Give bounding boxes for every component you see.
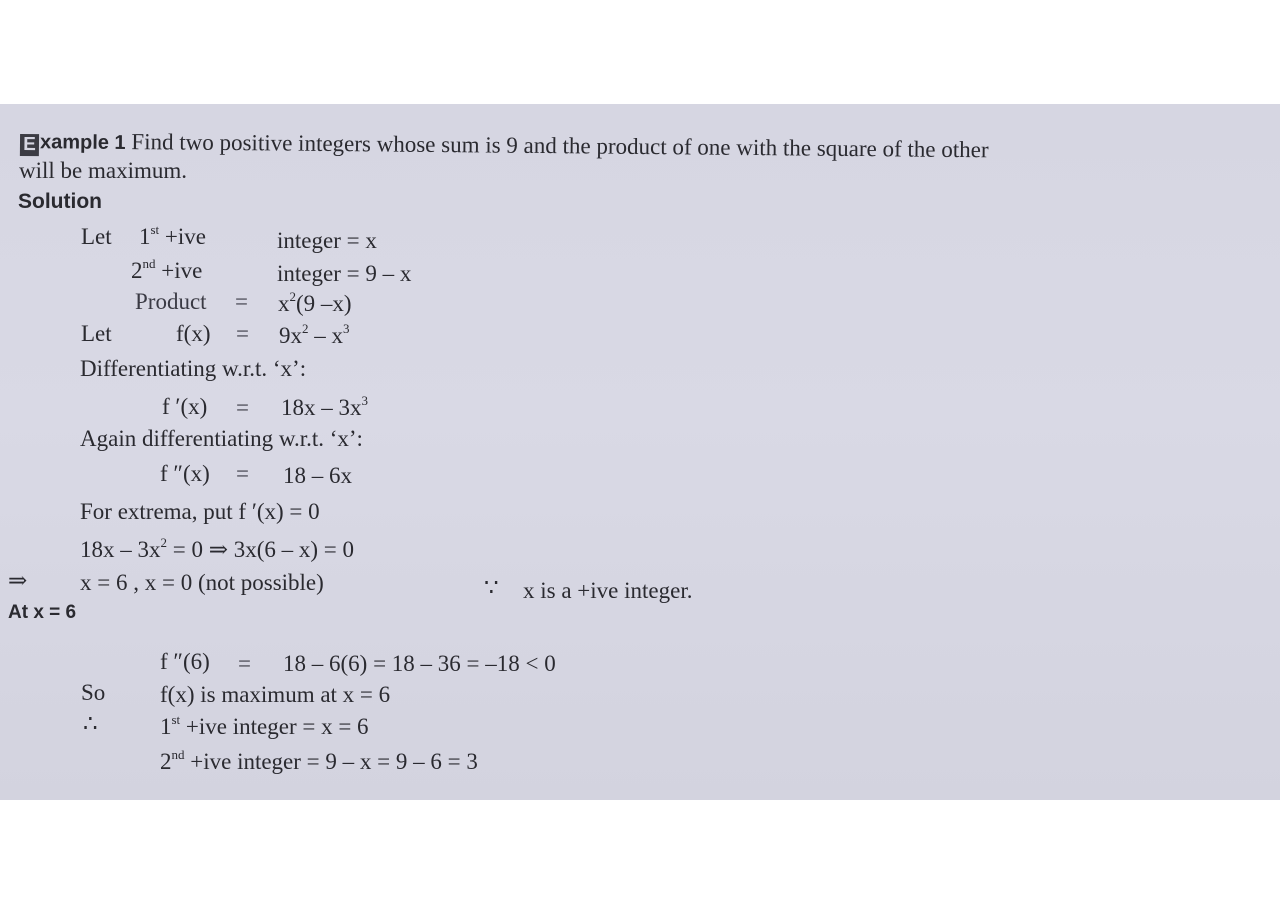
first-derivative-equals: = (236, 395, 249, 420)
second-derivative-equals: = (236, 461, 249, 486)
example-initial-box: E (20, 134, 39, 156)
product-equals: = (235, 289, 248, 314)
let-word-1: Let (81, 224, 112, 249)
because-symbol: ∵ (484, 575, 499, 600)
second-derivative-at-6-equals: = (238, 651, 251, 676)
first-integer-def: integer = x (277, 228, 377, 253)
product-label: Product (135, 289, 207, 314)
second-integer-result: 2nd +ive integer = 9 – x = 9 – 6 = 3 (160, 747, 478, 774)
solution-heading: Solution (18, 190, 102, 213)
first-derivative-label: f ′(x) (162, 394, 208, 419)
first-derivative-expression: $18x - 3x^3$ (281, 393, 368, 420)
fx-expression: $9x^2 - x^3$ (279, 321, 350, 348)
second-derivative-expression: 18 – 6x (283, 463, 352, 488)
second-derivative-at-6-value: 18 – 6(6) = 18 – 36 = –18 < 0 (283, 651, 556, 676)
example-label (20, 127, 126, 154)
scanned-page (0, 104, 1280, 800)
second-derivative-at-6-label: f ″(6) (160, 649, 210, 674)
therefore-symbol: ∴ (83, 711, 98, 736)
extrema-equation: $18x - 3x^2 = 0$ ⇒ 3x(6 – x) = 0 (80, 535, 355, 562)
let-word-2: Let (81, 321, 112, 346)
at-x-heading: At x = 6 (8, 602, 77, 623)
first-ive-label: 1st +ive (139, 222, 206, 249)
differentiating-text: Differentiating w.r.t. ‘x’: (80, 356, 307, 381)
extrema-condition: For extrema, put f ′(x) = 0 (80, 499, 320, 524)
second-integer-def: integer = 9 – x (277, 261, 412, 286)
question-line-1: Find two positive integers whose sum is 9 and the product of one with the square of the other (131, 129, 989, 163)
fx-label: f(x) (176, 321, 211, 346)
second-ive-label: 2nd +ive (131, 256, 203, 283)
question-line-2: will be maximum. (19, 158, 188, 183)
fx-equals: = (236, 321, 249, 346)
first-integer-result: 1st +ive integer = x = 6 (160, 712, 369, 739)
reason-statement: x is a +ive integer. (523, 578, 693, 603)
so-word: So (81, 680, 106, 705)
product-expression: $x^2(9$ –x) (278, 289, 352, 316)
maximum-statement: f(x) is maximum at x = 6 (160, 682, 391, 707)
roots-statement: x = 6 , x = 0 (not possible) (80, 570, 324, 595)
example-label-text: xample 1 (39, 131, 126, 155)
second-derivative-label: f ″(x) (160, 461, 210, 486)
again-differentiating-text: Again differentiating w.r.t. ‘x’: (80, 426, 363, 451)
implies-arrow: ⇒ (8, 568, 28, 593)
